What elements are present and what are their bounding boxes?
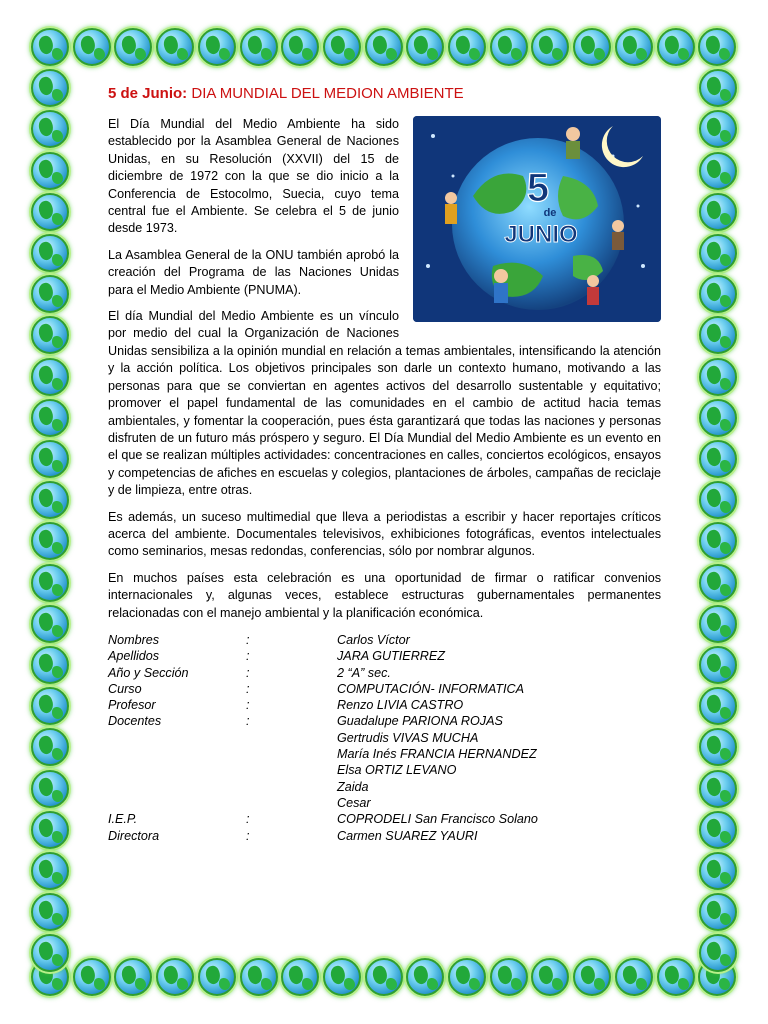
info-label [108, 730, 246, 746]
paragraph: La Asamblea General de la ONU también aprobó la creación del Programa de las Naciones Unidas para el Medio Ambiente (PNUMA). [108, 247, 399, 297]
globe-icon [73, 958, 111, 996]
info-row [108, 730, 538, 746]
info-label: Profesor [108, 698, 156, 713]
info-separator: : [246, 714, 250, 729]
globe-icon [31, 958, 69, 996]
info-value: Renzo LIVIA CASTRO [337, 698, 464, 713]
globe-icon [31, 193, 69, 231]
info-value: COMPUTACIÓN- INFORMATICA [337, 681, 525, 696]
globe-icon [699, 687, 737, 725]
globe-icon [531, 28, 569, 66]
globe-icon [573, 28, 611, 66]
globe-icon [657, 28, 695, 66]
info-separator [246, 746, 337, 762]
info-separator: : [246, 649, 250, 664]
hero-de: de [543, 207, 557, 219]
globe-icon [699, 564, 737, 602]
globe-icon [699, 852, 737, 890]
globe-icon [73, 28, 111, 66]
info-separator: : [246, 828, 250, 843]
paragraph: En muchos países esta celebración es una oportunidad de firmar o ratificar convenios internacionales y, algunas veces, establece estructuras gubernamentales permanentes relacionadas con el manejo ambiental y la planificación económica. [108, 570, 661, 620]
info-value: JARA GUTIERREZ [337, 649, 445, 664]
info-label: Curso [108, 681, 142, 696]
globe-icon [31, 770, 69, 808]
globe-icon [31, 152, 69, 190]
globe-icon [699, 605, 737, 643]
globe-icon [281, 28, 319, 66]
globe-icon [114, 28, 152, 66]
info-separator [246, 762, 337, 778]
info-value: Carlos Víctor [337, 632, 410, 647]
info-label: Apellidos [108, 649, 160, 664]
info-row [108, 665, 538, 681]
globe-icon [699, 358, 737, 396]
globe-icon [531, 958, 569, 996]
globe-icon [31, 728, 69, 766]
hero-number: 5 [526, 166, 550, 210]
info-row [108, 713, 538, 729]
globe-icon [114, 958, 152, 996]
info-row [108, 779, 538, 795]
student-info-table [108, 632, 538, 844]
globe-icon [699, 275, 737, 313]
globe-icon [490, 958, 528, 996]
globe-icon [31, 687, 69, 725]
globe-icon [323, 28, 361, 66]
globe-icon [156, 28, 194, 66]
globe-icon [31, 69, 69, 107]
info-label [108, 795, 246, 811]
globe-icon [699, 646, 737, 684]
info-row [108, 811, 538, 827]
info-separator: : [246, 698, 250, 713]
info-row [108, 762, 538, 778]
info-row [108, 746, 538, 762]
globe-icon [156, 958, 194, 996]
globe-icon [573, 958, 611, 996]
info-separator: : [246, 681, 250, 696]
info-value: Cesar [337, 795, 371, 810]
info-separator: : [246, 665, 250, 680]
globe-icon [698, 958, 736, 996]
globe-icon [31, 852, 69, 890]
globe-icon [31, 522, 69, 560]
globe-icon [31, 399, 69, 437]
globe-icon [657, 958, 695, 996]
info-row [108, 648, 538, 664]
globe-icon [699, 152, 737, 190]
paragraph: Es además, un suceso multimedial que lleva a periodistas a escribir y hacer reportajes críticos acerca del ambiente. Documentales televisivos, exhibiciones fotográficas, eventos intelectuales como seminarios, mesas redondas, conferencias, sólo por nombrar algunos. [108, 509, 661, 559]
hero-illustration [413, 116, 661, 322]
info-separator: : [246, 632, 250, 647]
globe-icon [699, 110, 737, 148]
info-row [108, 681, 538, 697]
paragraph: El Día Mundial del Medio Ambiente ha sido establecido por la Asamblea General de Naciones Unidas, en su Resolución (XXVII) del 15 de diciembre de 1972 con la que se dio inicio a la Conferencia de Estocolmo, Suecia, cuyo tema central fue el Ambiente. Se celebra el 5 de junio desde 1973. [108, 117, 399, 236]
hero-month: JUNIO [504, 221, 578, 248]
globe-icon [699, 770, 737, 808]
globe-icon [240, 958, 278, 996]
globe-icon [699, 440, 737, 478]
info-value: 2 “A” sec. [337, 665, 391, 680]
globe-icon [31, 934, 69, 972]
globe-icon [31, 358, 69, 396]
info-separator: : [246, 812, 250, 827]
globe-icon [699, 316, 737, 354]
paragraph: El día Mundial del Medio Ambiente es un vínculo por medio del cual la Organización de Naciones Unidas sensibiliza a la opinión mundial en relación a temas ambientales, intensificando la atención y la acción política. Los objetivos principales son darle un contexto humano, motivando a las personas para que se conviertan en agentes activos del desarrollo sustentable y equitativo; promover el papel fundamental de las comunidades en el cambio de actitud hacia temas ambientales, y fomentar la cooperación, pues ésta garantizará que todas las naciones y personas disfruten de un futuro más próspero y seguro. El Día Mundial del Medio Ambiente es un evento en el que se realizan múltiples actividades: concentraciones en calles, conciertos ecológicos, ensayos y competencias de afiches en escuelas y colegios, plantaciones de árboles, campañas de reciclaje y de limpieza, entre otras. [108, 309, 661, 498]
globe-icon [31, 110, 69, 148]
globe-icon [281, 958, 319, 996]
globe-icon [31, 275, 69, 313]
globe-icon [448, 958, 486, 996]
globe-icon [698, 28, 736, 66]
globe-icon [490, 28, 528, 66]
globe-icon [699, 934, 737, 972]
title-text: DIA MUNDIAL DEL MEDION AMBIENTE [191, 85, 464, 102]
info-value: Elsa ORTIZ LEVANO [337, 763, 457, 778]
globe-icon [615, 28, 653, 66]
globe-icon [699, 481, 737, 519]
info-value: COPRODELI San Francisco Solano [337, 812, 538, 827]
globe-icon [365, 958, 403, 996]
globe-icon [406, 958, 444, 996]
globe-icon [448, 28, 486, 66]
document-body [108, 84, 661, 844]
info-label: Año y Sección [108, 665, 189, 680]
info-value: Carmen SUAREZ YAURI [337, 828, 478, 843]
info-separator [246, 779, 337, 795]
globe-icon [699, 69, 737, 107]
globe-icon [699, 522, 737, 560]
info-value: Zaida [337, 779, 369, 794]
info-row [108, 632, 538, 648]
info-value: Gertrudis VIVAS MUCHA [337, 730, 479, 745]
info-label: Directora [108, 828, 160, 843]
globe-icon [365, 28, 403, 66]
globe-icon [615, 958, 653, 996]
info-label: Docentes [108, 714, 162, 729]
info-label [108, 779, 246, 795]
info-label: I.E.P. [108, 812, 138, 827]
globe-icon [699, 893, 737, 931]
earth-day-illustration [413, 116, 661, 322]
info-separator [246, 730, 337, 746]
globe-icon [198, 28, 236, 66]
globe-icon [699, 728, 737, 766]
globe-icon [699, 193, 737, 231]
info-row [108, 828, 538, 844]
globe-icon [31, 893, 69, 931]
page-title [108, 84, 661, 104]
globe-icon [31, 564, 69, 602]
info-label [108, 762, 246, 778]
globe-icon [31, 481, 69, 519]
info-label: Nombres [108, 632, 160, 647]
info-value: María Inés FRANCIA HERNANDEZ [337, 747, 537, 762]
globe-icon [699, 234, 737, 272]
info-row [108, 697, 538, 713]
info-separator [246, 795, 337, 811]
info-label [108, 746, 246, 762]
info-value: Guadalupe PARIONA ROJAS [337, 714, 503, 729]
globe-icon [31, 605, 69, 643]
globe-icon [31, 316, 69, 354]
info-row [108, 795, 538, 811]
globe-icon [31, 811, 69, 849]
globe-icon [323, 958, 361, 996]
title-date: 5 de Junio: [108, 85, 188, 102]
globe-icon [31, 646, 69, 684]
globe-icon [240, 28, 278, 66]
globe-icon [699, 811, 737, 849]
globe-icon [198, 958, 236, 996]
globe-icon [31, 28, 69, 66]
globe-icon [699, 399, 737, 437]
globe-icon [406, 28, 444, 66]
globe-icon [31, 234, 69, 272]
globe-icon [31, 440, 69, 478]
